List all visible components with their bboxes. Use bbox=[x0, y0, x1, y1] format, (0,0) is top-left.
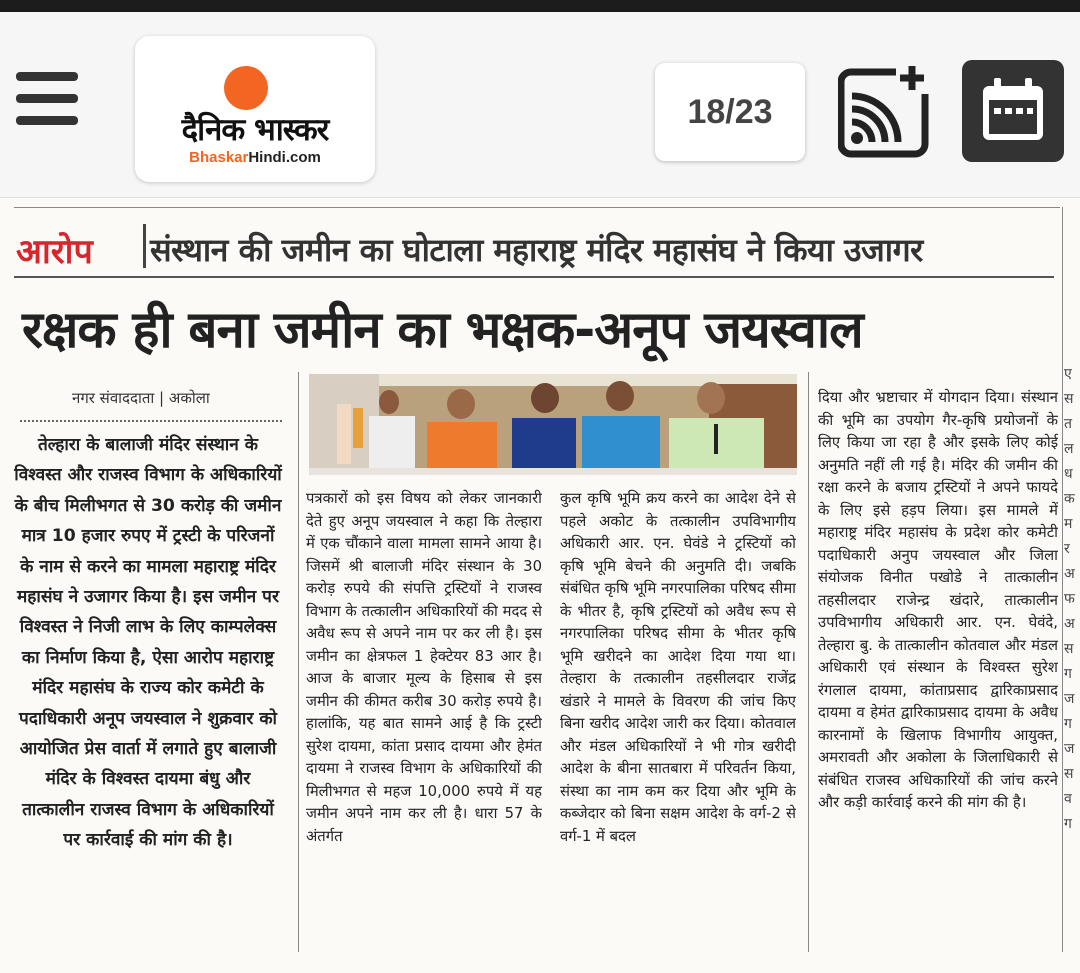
edge-fragment: अ bbox=[1064, 616, 1075, 632]
edge-fragment: ग bbox=[1064, 666, 1072, 682]
divider bbox=[298, 372, 299, 952]
divider bbox=[14, 207, 1060, 208]
page-indicator[interactable]: 18/23 bbox=[655, 63, 805, 161]
rss-add-icon[interactable] bbox=[838, 62, 934, 158]
site-logo[interactable] bbox=[135, 36, 375, 182]
body-column-2: पत्रकारों को इस विषय को लेकर जानकारी देते हुए अनूप जयस्वाल ने कहा कि तेल्हारा में एक चौंकाने वाला मामला सामने आया है। जिसमें श्री बालाजी मंदिर संस्थान के 30 करोड़ रुपये की संपत्ति ट्रस्टियों ने राजस्व विभाग के तत्कालीन अधिकारियों की मदद से अवैध रूप से अपने नाम पर कर ली है। इस जमीन का क्षेत्रफल 1 हेक्टेयर 83 आर है। आज के बाजार मूल्य के हिसाब से इस जमीन की कीमत करीब 30 करोड़ रुपये है। हालांकि, यह बात सामने आई है कि ट्रस्टी सुरेश दायमा, कांता प्रसाद दायमा और हेमंत दायमा ने राजस्व विभाग के अधिकारियों की मिलीभगत से महज 10,000 रुपये में यह जमीन अपने नाम कर ली है। धारा 57 के अंतर्गत bbox=[306, 490, 542, 845]
next-page-edge bbox=[1064, 362, 1080, 962]
divider bbox=[14, 276, 1054, 278]
edge-fragment: म bbox=[1064, 516, 1073, 532]
edge-fragment: ए bbox=[1064, 366, 1072, 382]
edge-fragment: क bbox=[1064, 491, 1075, 507]
divider bbox=[143, 224, 146, 268]
logo-text: दैनिक भास्कर bbox=[181, 112, 329, 148]
lead-paragraph: तेल्हारा के बालाजी मंदिर संस्थान के विश्वस्त और राजस्व विभाग के अधिकारियों के बीच मिलीभगत से 30 करोड़ की जमीन मात्र 10 हजार रुपए में ट्रस्टी के परिजनों के नाम से करने का मामला महाराष्ट्र मंदिर महासंघ ने उजागर किया है। इस जमीन पर विश्वस्त ने निजी लाभ के लिए काम्पलेक्स का निर्माण किया है, ऐसा आरोप महाराष्ट्र मंदिर महासंघ के राज्य कोर कमेटी के पदाधिकारी अनूप जयस्वाल ने शुक्रवार को आयोजित प्रेस वार्ता में लगाते हुए बालाजी मंदिर के विश्वस्त दायमा बंधु और तात्कालीन राजस्व विभाग के अधिकारियों पर कार्रवाई की मांग की है। bbox=[14, 435, 282, 851]
byline: नगर संवाददाता | अकोला bbox=[72, 389, 210, 407]
edge-fragment: अ bbox=[1064, 566, 1075, 582]
logo-site: BhaskarHindi.com bbox=[189, 149, 321, 166]
kicker: संस्थान की जमीन का घोटाला महाराष्ट्र मंदिर महासंघ ने किया उजागर bbox=[150, 231, 923, 269]
edge-fragment: त bbox=[1064, 416, 1072, 432]
edge-fragment: स bbox=[1064, 641, 1074, 657]
edge-fragment: ज bbox=[1064, 741, 1075, 757]
logo-sun-icon bbox=[224, 66, 268, 110]
edge-fragment: ल bbox=[1064, 441, 1074, 457]
status-strip bbox=[0, 0, 1080, 12]
edge-fragment: ध bbox=[1064, 466, 1073, 482]
edge-fragment: ग bbox=[1064, 716, 1072, 732]
app-header bbox=[0, 12, 1080, 198]
section-tag: आरोप bbox=[16, 232, 93, 272]
body-column-4: दिया और भ्रष्टाचार में योगदान दिया। संस्थान की भूमि का उपयोग गैर-कृषि प्रयोजनों के लिए किया जा रहा है और इसके लिए कोई अनुमति नहीं ली गई है। मंदिर की जमीन की रक्षा करने के बजाय ट्रस्टियों ने अपने फायदे के लिए इसे हड़प लिया। इस मामले में महाराष्ट्र मंदिर महासंघ के प्रदेश कोर कमेटी पदाधिकारी अनुप जयस्वाल और जिला संयोजक विनीत पखोडे ने तात्कालीन तहसीलदार राजेन्द्र खंदारे, तात्कालीन उपविभागीय अधिकारी आर. एन. घेवंदे, तेल्हारा बु. के तात्कालीन कोतवाल और मंडल अधिकारी एवं संस्थान के विश्वस्त सुरेश रंगलाल दायमा, कांताप्रसाद द्वारिकाप्रसाद दायमा व हेमंत द्वारिकाप्रसाद दायमा के अवैध कारनामों के खिलाफ विभागीय आयुक्त, अमरावती और अकोला के जिलाधिकारी से संबंधित राजस्व अधिकारियों की जांच करने और कड़ी कार्रवाई करने की मांग की है। bbox=[818, 389, 1058, 811]
edge-fragment: फ bbox=[1064, 591, 1075, 607]
edge-fragment: ज bbox=[1064, 691, 1075, 707]
body-column-3: कुल कृषि भूमि क्रय करने का आदेश देने से पहले अकोट के तत्कालीन उपविभागीय अधिकारी आर. एन. घेवंडे ने ट्रस्टियों को कृषि भूमि बेचने की अनुमति दी। जबकि संबंधित कृषि भूमि नगरपालिका परिषद सीमा के भीतर है, कृषि ट्रस्टियों को अवैध रूप से नगरपालिका परिषद सीमा के भीतर कृषि भूमि खरीदने का आदेश दिया गया था। तेल्हारा के तत्कालीन तहसीलदार राजेंद्र खंडारे ने मामले के विवरण की जांच किए बिना खरीद आदेश जारी कर दिया। कोतवाल और मंडल अधिकारियों ने भी गोत्र खरीदी आदेश के बीना सातबारा में परिवर्तन किया, संस्था का नाम कम कर दिया और भूमि के कब्जेदार को बिना सक्षम आदेश के वर्ग-2 से वर्ग-1 में बदल bbox=[560, 490, 796, 845]
divider bbox=[808, 372, 809, 952]
press-conference-photo bbox=[309, 374, 797, 475]
menu-icon[interactable] bbox=[16, 72, 78, 126]
calendar-button[interactable] bbox=[962, 60, 1064, 162]
divider bbox=[1062, 207, 1063, 952]
edge-fragment: र bbox=[1064, 541, 1070, 557]
edge-fragment: ग bbox=[1064, 816, 1072, 832]
edge-fragment: स bbox=[1064, 391, 1074, 407]
calendar-icon bbox=[962, 60, 1064, 162]
divider bbox=[20, 420, 282, 422]
headline: रक्षक ही बना जमीन का भक्षक-अनूप जयस्वाल bbox=[22, 301, 863, 360]
edge-fragment: स bbox=[1064, 766, 1074, 782]
edge-fragment: व bbox=[1064, 791, 1072, 807]
